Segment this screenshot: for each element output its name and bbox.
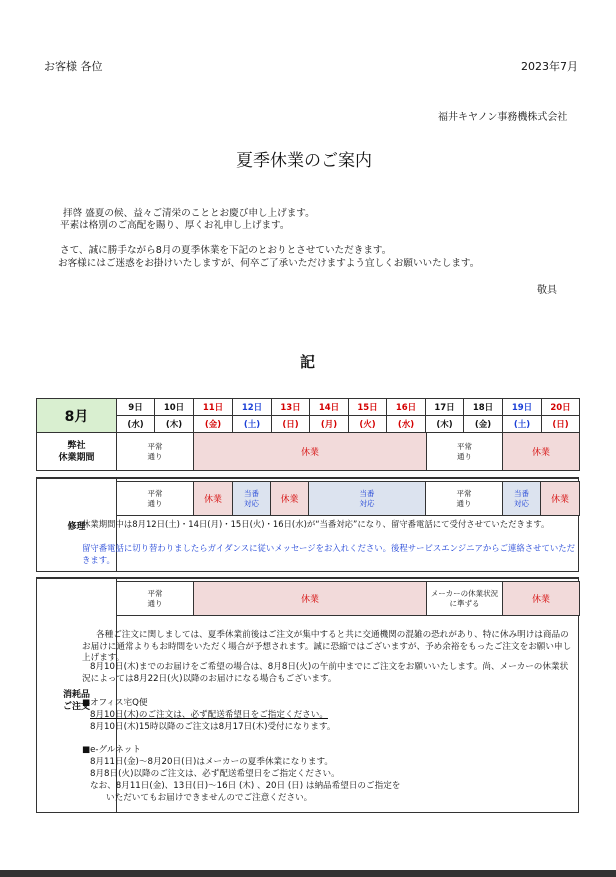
repair-note-1: 休業期間中は8月12日(土)・14日(月)・15日(火)・16日(水)が“当番対応”になり、留守番電話にて受付させていただきます。 — [82, 519, 550, 529]
maker-cell: メーカーの休業状況 に準ずる — [427, 582, 503, 616]
egroup-title: ■e-グルネット — [82, 745, 141, 755]
schedule-header — [36, 398, 580, 433]
day-19: 19日 — [503, 399, 542, 416]
day-20: 20日 — [542, 399, 580, 416]
greeting-line-2: 平素は格別のご高配を賜り、厚くお礼申し上げます。 — [60, 220, 290, 231]
egroup-line-3: なお、8月11日(金)、13日(日)～16日 (木) 、20日 (日) は納品希望日のご指定を — [90, 781, 401, 791]
day-14: 14日 — [310, 399, 349, 416]
weekday-19: (土) — [503, 416, 542, 433]
weekday-9: (水) — [117, 416, 155, 433]
bottom-frame — [0, 870, 616, 877]
normal-cell: 平常 通り — [117, 433, 194, 471]
office-q-title: ■オフィス宅Q便 — [82, 698, 148, 708]
weekday-17: (木) — [426, 416, 464, 433]
closed-cell: 休業 — [503, 582, 580, 616]
body-line-1: さて、誠に勝手ながら8月の夏季休業を下記のとおりとさせていただきます。 — [60, 245, 392, 256]
weekday-11: (金) — [194, 416, 233, 433]
closed-cell: 休業 — [541, 482, 580, 516]
ki-heading: 記 — [300, 353, 316, 371]
company-holiday-label: 弊社 休業期間 — [37, 433, 117, 471]
day-12: 12日 — [233, 399, 272, 416]
duty-cell: 当番 対応 — [233, 482, 271, 516]
normal-cell: 平常 通り — [117, 482, 194, 516]
supplies-paragraph-2: 8月10日(木)までのお届けをご希望の場合は、8月8日(火)の午前中までにご注文をお願いいたします。尚、メーカーの休業状況によっては8月22日(火)以降のお届けになる場合もございます。 — [82, 662, 569, 684]
weekday-13: (日) — [272, 416, 310, 433]
egroup-line-2: 8月8日(火)以降のご注文は、必ず配送希望日をご指定ください。 — [90, 769, 340, 779]
closed-cell: 休業 — [503, 433, 580, 471]
company-holiday-row — [36, 432, 580, 471]
repair-label: 修理 — [67, 522, 86, 532]
office-q-line-2: 8月10日(木)15時以降のご注文は8月17日(木)受付になります。 — [90, 722, 336, 732]
day-18: 18日 — [464, 399, 503, 416]
issue-date: 2023年7月 — [521, 60, 578, 73]
page-title: 夏季休業のご案内 — [236, 151, 372, 171]
egroup-line-4: いただいてもお届けできませんのでご注意ください。 — [106, 793, 313, 803]
recipient: お客様 各位 — [44, 60, 103, 73]
weekday-18: (金) — [464, 416, 503, 433]
closed-cell: 休業 — [194, 582, 427, 616]
weekday-12: (土) — [233, 416, 272, 433]
day-17: 17日 — [426, 399, 464, 416]
egroup-line-1: 8月11日(金)～8月20日(日)はメーカーの夏季休業になります。 — [90, 757, 334, 767]
day-16: 16日 — [387, 399, 426, 416]
closed-cell: 休業 — [271, 482, 309, 516]
normal-cell: 平常 通り — [426, 482, 503, 516]
office-q-line-1: 8月10日(木)のご注文は、必ず配送希望日をご指定ください。 — [90, 710, 328, 720]
day-13: 13日 — [272, 399, 310, 416]
month-cell: 8月 — [37, 399, 117, 433]
repair-schedule — [116, 481, 580, 516]
normal-cell: 平常 通り — [117, 582, 194, 616]
day-11: 11日 — [194, 399, 233, 416]
closing: 敬具 — [537, 285, 557, 296]
weekday-10: (木) — [155, 416, 194, 433]
supplies-paragraph-1: 各種ご注文に関しましては、夏季休業前後はご注文が集中すると共に交通機関の混雑の恐れがあり、特に休み明けは商品のお届けに通常よりもお時間をいただく場合が予想されます。誠に恐縮ではございますが、予め余裕をもったご注文をお願い申し上げます。 — [82, 630, 572, 664]
weekday-14: (月) — [310, 416, 349, 433]
weekday-20: (日) — [542, 416, 580, 433]
greeting-line-1: 拝啓 盛夏の候、益々ご清栄のこととお慶び申し上げます。 — [63, 208, 315, 219]
normal-cell: 平常 通り — [427, 433, 503, 471]
day-15: 15日 — [349, 399, 387, 416]
day-10: 10日 — [155, 399, 194, 416]
weekday-15: (火) — [349, 416, 387, 433]
day-9: 9日 — [117, 399, 155, 416]
duty-cell: 当番 対応 — [309, 482, 426, 516]
closed-cell: 休業 — [194, 482, 233, 516]
weekday-16: (水) — [387, 416, 426, 433]
duty-cell: 当番 対応 — [503, 482, 541, 516]
closed-cell: 休業 — [194, 433, 427, 471]
repair-note-2: 留守番電話に切り替わりましたらガイダンスに従いメッセージをお入れください。後程サービスエンジニアからご連絡させていただきます。 — [82, 543, 575, 565]
supplies-label: 消耗品 ご注文 — [62, 690, 90, 712]
supplies-schedule — [116, 581, 580, 616]
company-name: 福井キヤノン事務機株式会社 — [438, 112, 568, 123]
body-line-2: お客様にはご迷惑をお掛けいたしますが、何卒ご了承いただけますよう宜しくお願いいたします。 — [58, 258, 480, 269]
